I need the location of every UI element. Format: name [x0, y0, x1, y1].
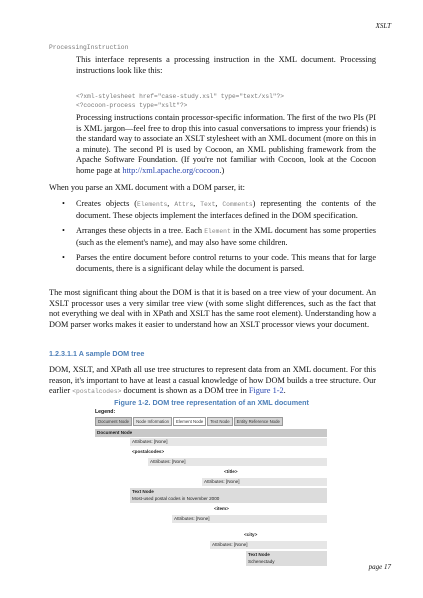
legend	[95, 417, 283, 426]
legend-item: Node Information	[133, 417, 172, 426]
node-info: Attributes: [None]	[172, 515, 327, 523]
inline-code: Elements	[137, 201, 168, 208]
code-block	[76, 93, 284, 111]
code-line: <?cocoon-process type="xslt"?>	[76, 101, 188, 109]
text-node: Text Node	[130, 488, 327, 496]
inline-code: Text	[200, 201, 216, 208]
inline-code: <postalcodes>	[72, 388, 122, 396]
bullet-icon: •	[62, 253, 65, 263]
node-info: Attributes: [None]	[130, 438, 327, 446]
list-item	[62, 253, 376, 274]
node-info: Attributes: [None]	[148, 458, 327, 466]
inline-code: Attrs	[174, 201, 194, 208]
cocoon-link[interactable]: http://xml.apache.org/cocoon	[122, 165, 220, 175]
legend-item: Entity Reference Node	[234, 417, 283, 426]
term-heading: ProcessingInstruction	[49, 44, 129, 51]
text-node-value: Most-used postal codes in November 2000	[130, 495, 327, 503]
element-node: <city>	[244, 532, 258, 537]
dom-tree-figure	[92, 408, 332, 583]
body-paragraph: When you parse an XML document with a DOM parser, it:	[49, 183, 245, 192]
body-paragraph: The most significant thing about the DOM is that it is based on a tree view of your document. An XSLT processor uses a very similar tree view (with some slight differences, such as the fact that not everything we deal with in XPath and XSLT has the same root element). Understanding how a DOM parser works makes it easier to understand how an XSLT processor views your document.	[49, 288, 376, 329]
legend-label: Legend:	[95, 409, 116, 415]
item-text: Parses the entire document before control returns to your code. This means that for large documents, there is a significant delay while the document is parsed.	[76, 253, 376, 273]
paragraph-text: document is shown as a DOM tree in	[121, 386, 249, 396]
node-info: Attributes: [None]	[210, 541, 327, 549]
item-text: in the XML document has some properties (such as the element's name), and may also have some children.	[76, 226, 376, 247]
text-node-value: Schenectady	[246, 558, 327, 566]
element-node: <title>	[224, 469, 238, 474]
text-node: Text Node	[246, 551, 327, 559]
inline-code: Comments	[222, 201, 253, 208]
inline-code: Element	[204, 228, 231, 236]
section-heading: 1.2.3.1.1 A sample DOM tree	[49, 349, 145, 358]
element-node: <postalcodes>	[132, 449, 165, 454]
paragraph-text: Processing instructions contain processor-specific information. The first of the two PIs (PI is XML jargon—feel free to drop this into casual conversations to impress your friends) is the standard way to associate an XSLT stylesheet with an XML document (more on this in a minute). The second PI is used by Cocoon, an XML publishing framework from the Apache Software Foundation. (If you're not familiar with Cocoon, look at the Cocoon home page at	[76, 113, 376, 175]
bullet-icon: •	[62, 226, 65, 236]
body-paragraph	[49, 365, 376, 398]
bullet-list	[62, 199, 376, 280]
legend-item: Element Node	[173, 417, 206, 426]
paragraph-text: .	[283, 386, 286, 396]
page-number: page 17	[368, 563, 391, 571]
element-node: <item>	[214, 506, 229, 511]
legend-item: Text Node	[207, 417, 232, 426]
paragraph-text: .)	[219, 165, 225, 175]
definition-paragraph: This interface represents a processing instruction in the XML document. Processing instructions look like this:	[76, 55, 376, 75]
paragraph-text: DOM, XSLT, and XPath all use tree structures to represent data from an XML document. For this reason, it's important to have at least a casual knowledge of how DOM builds a tree structure. Our earlier	[49, 365, 376, 396]
figure-link[interactable]: Figure 1-2	[248, 386, 284, 396]
bullet-icon: •	[62, 199, 65, 208]
document-node: Document Node	[95, 429, 327, 437]
item-text: Arranges these objects in a tree. Each	[76, 226, 205, 236]
item-text: Creates objects (	[76, 199, 138, 208]
item-text: ) representing the contents of the document. These objects implement the interfaces defined in the DOM specification.	[76, 199, 376, 220]
legend-item: Document Node	[95, 417, 132, 426]
body-paragraph	[76, 113, 376, 177]
node-info: Attributes: [None]	[202, 478, 327, 486]
list-item	[62, 226, 376, 248]
figure-caption: Figure 1-2. DOM tree representation of an XML document	[114, 398, 309, 407]
running-header: XSLT	[375, 22, 391, 30]
code-line: <?xml-stylesheet href="case-study.xsl" type="text/xsl"?>	[76, 93, 284, 100]
list-item: • Creates objects (Elements, Attrs, Text, Comments) representing the contents of the document. These objects implement the interfaces defined in the DOM specification.	[62, 199, 376, 220]
